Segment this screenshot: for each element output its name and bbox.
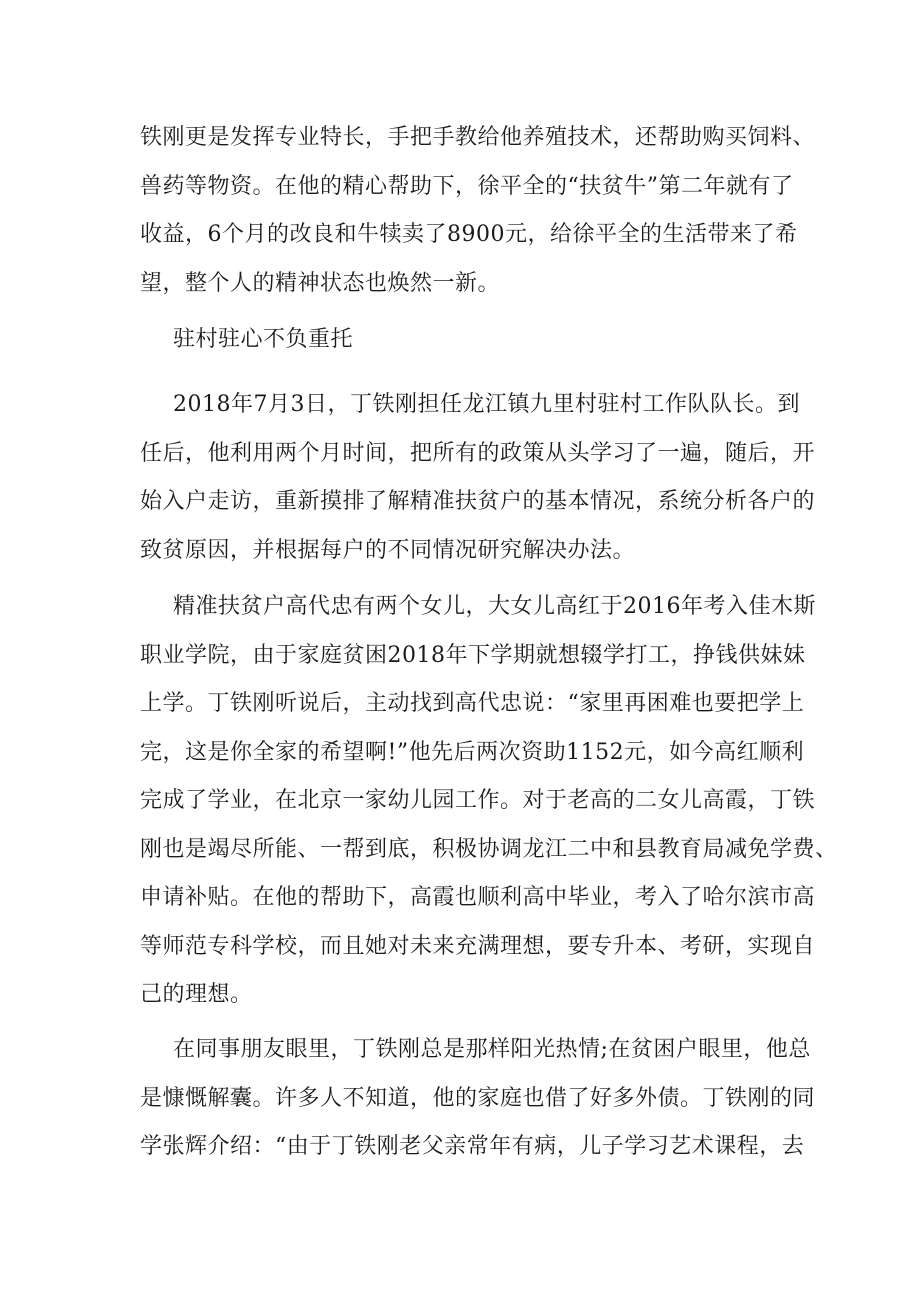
text-line: 完成了学业，在北京一家幼儿园工作。对于老高的二女儿高霞，丁铁 (140, 788, 816, 813)
text-line: 学张辉介绍：“由于丁铁刚老父亲常年有病，儿子学习艺术课程，去 (140, 1134, 805, 1159)
text-line: 致贫原因，并根据每户的不同情况研究解决办法。 (140, 537, 636, 563)
text-line: 等师范专科学校，而且她对未来充满理想，要专升本、考研，实现自 (140, 933, 816, 959)
text-line: 2018年7月3日，丁铁刚担任龙江镇九里村驻村工作队队长。到 (173, 392, 800, 417)
text-line: 兽药等物资。在他的精心帮助下，徐平全的“扶贫牛”第二年就有了 (140, 173, 794, 199)
text-line: 刚也是竭尽所能、一帮到底，积极协调龙江二中和县教育局减免学费、 (140, 836, 838, 862)
text-line: 望，整个人的精神状态也焕然一新。 (140, 270, 501, 296)
text-line: 精准扶贫户高代忠有两个女儿，大女儿高红于2016年考入佳木斯 (173, 594, 816, 619)
paragraph-1 (140, 114, 816, 308)
text-line: 完，这是你全家的希望啊!”他先后两次资助1152元，如今高红顺利 (140, 739, 805, 765)
text-line: 上学。丁铁刚听说后，主动找到高代忠说：“家里再困难也要把学上 (140, 691, 805, 716)
paragraph-3 (140, 583, 838, 1020)
paragraph-4 (140, 1026, 816, 1172)
paragraph-2 (140, 381, 816, 575)
text-line: 职业学院，由于家庭贫困2018年下学期就想辍学打工，挣钱供妹妹 (140, 642, 806, 668)
text-line: 任后，他利用两个月时间，把所有的政策从头学习了一遍，随后，开 (140, 440, 816, 466)
section-heading (140, 316, 800, 365)
text-line: 铁刚更是发挥专业特长，手把手教给他养殖技术，还帮助购买饲料、 (140, 125, 816, 150)
text-line: 始入户走访，重新摸排了解精准扶贫户的基本情况，系统分析各户的 (140, 489, 816, 514)
text-line: 己的理想。 (140, 982, 253, 1007)
heading-text: 驻村驻心不负重托 (173, 327, 354, 352)
text-line: 收益，6个月的改良和牛犊卖了8900元，给徐平全的生活带来了希 (140, 222, 798, 247)
text-line: 是慷慨解囊。许多人不知道，他的家庭也借了好多外债。丁铁刚的同 (140, 1085, 816, 1111)
text-line: 申请补贴。在他的帮助下，高霞也顺利高中毕业，考入了哈尔滨市高 (140, 885, 816, 910)
text-line: 在同事朋友眼里，丁铁刚总是那样阳光热情;在贫困户眼里，他总 (173, 1037, 811, 1062)
